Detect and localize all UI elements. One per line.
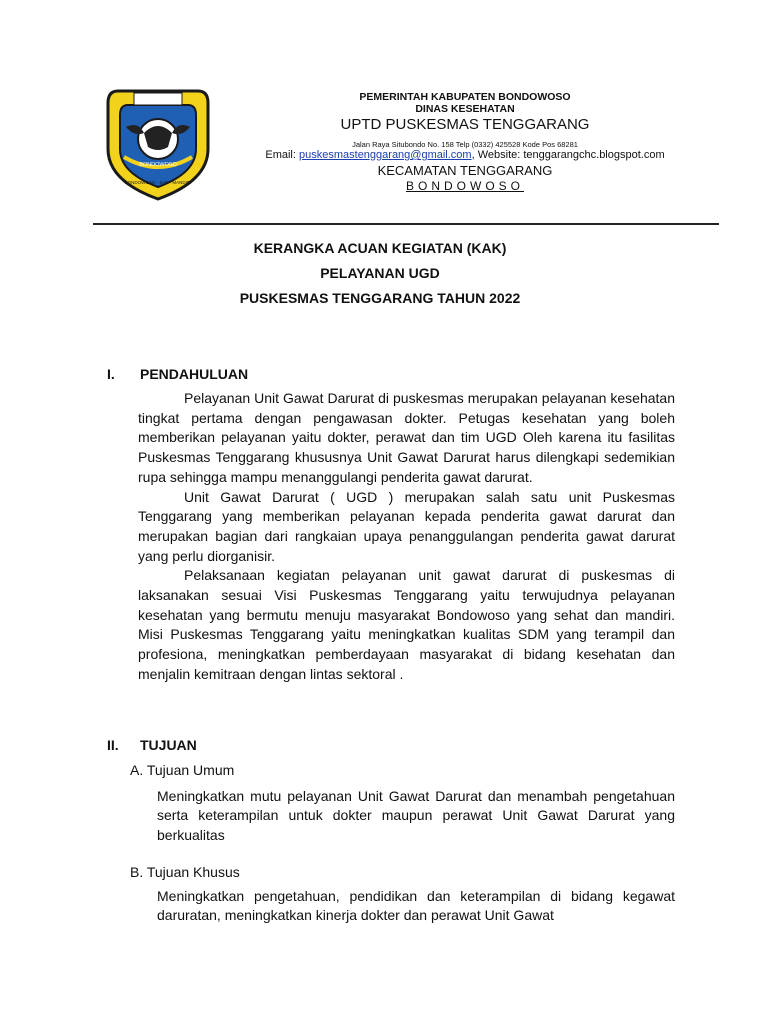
document-title: KERANGKA ACUAN KEGIATAN (KAK): [253, 240, 507, 256]
section-2-number: II.: [107, 737, 119, 753]
paragraph: Pelayanan Unit Gawat Darurat di puskesmas merupakan pelayanan kesehatan tingkat pertama dengan pengawasan dokter. Petugas kesehatan yang boleh memberikan pelayanan yaitu dokter, perawat dan tim UGD Oleh karena itu fasilitas Puskesmas Tenggarang khususnya Unit Gawat Darurat harus dilengkapi sedemikian rupa sehingga mampu menanggulangi penderita gawat darurat.: [138, 390, 675, 485]
section-2-title: TUJUAN: [140, 737, 197, 753]
website-text: , Website: tenggarangchc.blogspot.com: [471, 149, 665, 161]
document-subtitle: PELAYANAN UGD: [320, 265, 440, 281]
paragraph: Unit Gawat Darurat ( UGD ) merupakan salah satu unit Puskesmas Tenggarang yang memberikan pelayanan kepada penderita gawat darurat dan merupakan bagian dari rangkaian upaya penanggulangan penderita gawat darurat yang perlu diorganisir.: [138, 488, 675, 564]
letterhead-city: BONDOWOSO: [405, 179, 524, 193]
subsection-a-text: Meningkatkan mutu pelayanan Unit Gawat Darurat dan menambah pengetahuan serta keterampilan untuk dokter maupun perawat Unit Gawat Darurat yang berkualitas: [157, 788, 675, 843]
letterhead-address: Jalan Raya Situbondo No. 158 Telp (0332) 425528 Kode Pos 68281: [352, 140, 578, 149]
section-1-number: I.: [107, 366, 115, 382]
section-1-body: [138, 389, 675, 685]
subsection-a-label: A. Tujuan Umum: [130, 762, 235, 778]
email-link[interactable]: puskesmastenggarang@gmail.com: [299, 149, 472, 161]
letterhead-department: DINAS KESEHATAN: [415, 103, 515, 115]
email-label: Email:: [265, 149, 299, 161]
letterhead-district: KECAMATAN TENGGARANG: [377, 163, 553, 178]
letterhead-institution: UPTD PUSKESMAS TENGGARANG: [340, 116, 590, 133]
subsection-b-label: B. Tujuan Khusus: [130, 864, 240, 880]
section-1-title: PENDAHULUAN: [140, 366, 249, 382]
letterhead-contact: [240, 149, 690, 161]
svg-text:BONDOWOSO · SAE · MANDIRI: BONDOWOSO · SAE · MANDIRI: [124, 180, 192, 185]
paragraph: Pelaksanaan kegiatan pelayanan unit gawat darurat di puskesmas di laksanakan sesuai Visi Puskesmas Tenggarang yaitu terwujudnya pelayanan kesehatan yang bermutu menuju masyarakat Bondowoso yang sehat dan mandiri. Misi Puskesmas Tenggarang yaitu meningkatkan kualitas SDM yang terampil dan profesiona, meningkatkan pemberdayaan masyarakat di bidang kesehatan dan menjalin kemitraan dengan lintas sektoral .: [138, 567, 675, 682]
header-divider: [93, 223, 719, 225]
subsection-b-text: Meningkatkan pengetahuan, pendidikan dan keterampilan di bidang kegawat daruratan, meningkatkan kinerja dokter dan perawat Unit Gawat: [157, 888, 675, 924]
letterhead-government: PEMERINTAH KABUPATEN BONDOWOSO: [359, 91, 571, 103]
bondowoso-regency-logo: [104, 83, 212, 201]
svg-text:BONDOWOSO: BONDOWOSO: [139, 162, 177, 168]
document-subtitle-year: PUSKESMAS TENGGARANG TAHUN 2022: [239, 290, 521, 306]
